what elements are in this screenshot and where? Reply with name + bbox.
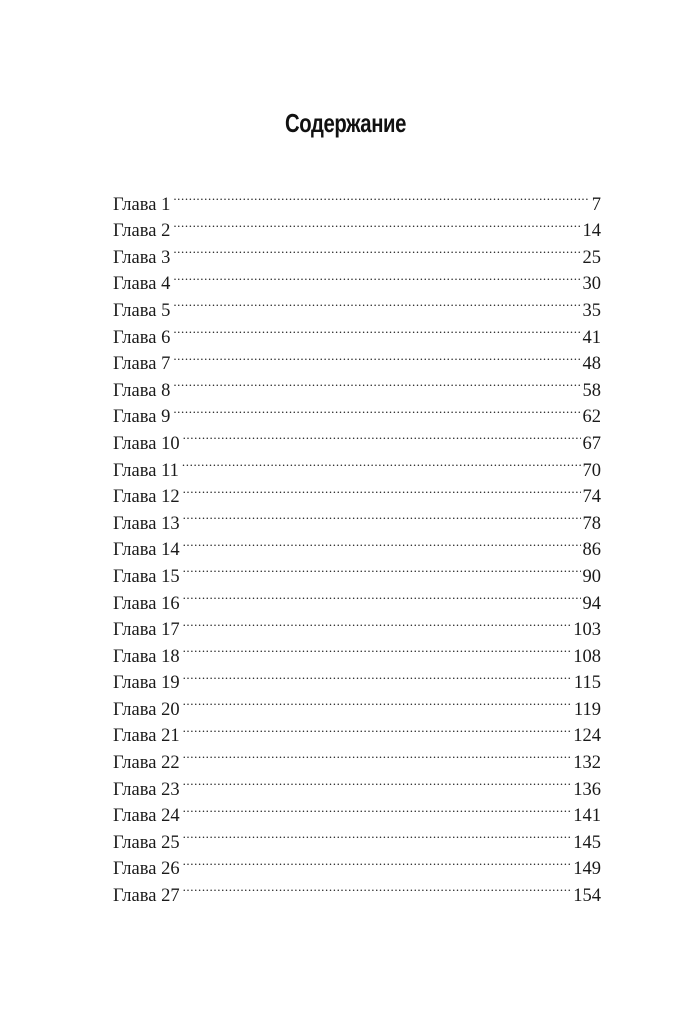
toc-entry[interactable] [113, 795, 601, 827]
toc-entry-label: Глава 27 [113, 886, 180, 907]
toc-entry[interactable] [113, 688, 601, 720]
toc-entry[interactable] [113, 529, 601, 561]
toc-dot-leader [173, 210, 580, 237]
toc-entry-page-number: 136 [573, 779, 601, 800]
toc-entry-label: Глава 12 [113, 487, 180, 508]
toc-dot-leader [173, 343, 580, 370]
toc-entry-page-number: 119 [573, 699, 601, 720]
toc-dot-leader [173, 183, 589, 210]
toc-entry-page-number: 70 [582, 460, 601, 481]
toc-entry-label: Глава 23 [113, 779, 180, 800]
toc-entry-page-number: 108 [573, 646, 601, 667]
toc-entry[interactable] [113, 555, 601, 587]
toc-dot-leader [183, 715, 572, 742]
toc-entry-page-number: 90 [582, 566, 601, 587]
toc-dot-leader [183, 555, 581, 582]
toc-entry[interactable] [113, 476, 601, 508]
toc-entry-label: Глава 10 [113, 433, 180, 454]
toc-dot-leader [183, 529, 581, 556]
toc-entry[interactable] [113, 210, 601, 242]
toc-dot-leader [183, 582, 581, 609]
toc-entry-label: Глава 16 [113, 593, 180, 614]
toc-entry-label: Глава 11 [113, 460, 179, 481]
toc-entry-page-number: 78 [582, 513, 601, 534]
toc-entry-label: Глава 26 [113, 859, 180, 880]
toc-entry-page-number: 67 [582, 433, 601, 454]
toc-entry[interactable] [113, 449, 601, 481]
toc-entry[interactable] [113, 848, 601, 880]
toc-entry[interactable] [113, 289, 601, 321]
toc-entry-page-number: 35 [582, 300, 601, 321]
toc-dot-leader [182, 449, 581, 476]
toc-entry[interactable] [113, 263, 601, 295]
toc-entry-page-number: 103 [573, 620, 601, 641]
toc-dot-leader [173, 316, 580, 343]
toc-entry-page-number: 48 [582, 354, 601, 375]
toc-dot-leader [183, 609, 572, 636]
toc-dot-leader [173, 396, 580, 423]
toc-entry-label: Глава 3 [113, 247, 171, 268]
toc-entry-label: Глава 20 [113, 699, 180, 720]
toc-dot-leader [173, 263, 580, 290]
table-of-contents [113, 183, 601, 907]
toc-dot-leader [183, 768, 572, 795]
toc-entry[interactable] [113, 582, 601, 614]
toc-entry-page-number: 30 [582, 274, 601, 295]
toc-entry[interactable] [113, 396, 601, 428]
toc-entry[interactable] [113, 741, 601, 774]
toc-entry[interactable] [113, 502, 601, 534]
toc-dot-leader [173, 369, 580, 396]
toc-entry[interactable] [113, 874, 601, 907]
toc-entry-label: Глава 18 [113, 646, 180, 667]
toc-entry-page-number: 94 [582, 593, 601, 614]
toc-dot-leader [183, 502, 581, 529]
toc-entry[interactable] [113, 768, 601, 800]
toc-dot-leader [173, 236, 580, 263]
toc-entry-label: Глава 15 [113, 566, 180, 587]
toc-entry-label: Глава 4 [113, 274, 171, 295]
toc-entry-label: Глава 8 [113, 380, 171, 401]
toc-entry[interactable] [113, 316, 601, 348]
toc-entry-label: Глава 9 [113, 407, 171, 428]
toc-entry[interactable] [113, 343, 601, 375]
toc-entry-label: Глава 13 [113, 513, 180, 534]
toc-entry-label: Глава 2 [113, 221, 171, 242]
toc-entry-page-number: 154 [573, 886, 601, 907]
toc-dot-leader [183, 476, 581, 503]
toc-entry-page-number: 86 [582, 540, 601, 561]
toc-dot-leader [183, 688, 572, 715]
toc-entry-label: Глава 21 [113, 726, 180, 747]
toc-entry-page-number: 14 [582, 221, 601, 242]
toc-entry-label: Глава 25 [113, 832, 180, 853]
toc-entry-page-number: 25 [582, 247, 601, 268]
toc-entry-label: Глава 7 [113, 354, 171, 375]
toc-dot-leader [183, 741, 572, 768]
toc-entry-page-number: 41 [582, 327, 601, 348]
toc-entry-page-number: 7 [591, 194, 601, 215]
toc-entry[interactable] [113, 183, 601, 215]
toc-entry[interactable] [113, 635, 601, 667]
toc-entry-label: Глава 6 [113, 327, 171, 348]
toc-entry-page-number: 115 [573, 673, 601, 694]
toc-dot-leader [183, 422, 581, 449]
toc-dot-leader [173, 289, 580, 316]
toc-entry-page-number: 62 [582, 407, 601, 428]
toc-entry-label: Глава 14 [113, 540, 180, 561]
toc-dot-leader [183, 635, 572, 662]
toc-entry-label: Глава 1 [113, 194, 171, 215]
toc-entry-label: Глава 24 [113, 806, 180, 827]
toc-dot-leader [183, 848, 572, 875]
toc-entry-page-number: 124 [573, 726, 601, 747]
toc-entry-page-number: 132 [573, 753, 601, 774]
toc-entry[interactable] [113, 609, 601, 641]
toc-entry-page-number: 145 [573, 832, 601, 853]
toc-entry-page-number: 149 [573, 859, 601, 880]
toc-entry[interactable] [113, 662, 601, 694]
page-title: Содержание [284, 108, 407, 138]
toc-entry-page-number: 58 [582, 380, 601, 401]
toc-entry[interactable] [113, 236, 601, 268]
toc-entry-label: Глава 22 [113, 753, 180, 774]
toc-entry[interactable] [113, 422, 601, 454]
toc-dot-leader [183, 821, 572, 848]
toc-entry[interactable] [113, 715, 601, 747]
toc-dot-leader [183, 795, 572, 822]
toc-entry[interactable] [113, 821, 601, 853]
toc-entry-page-number: 74 [582, 487, 601, 508]
toc-entry[interactable] [113, 369, 601, 401]
toc-dot-leader [183, 662, 572, 689]
toc-entry-label: Глава 17 [113, 620, 180, 641]
toc-entry-page-number: 141 [573, 806, 601, 827]
toc-dot-leader [183, 874, 572, 901]
toc-entry-label: Глава 19 [113, 673, 180, 694]
toc-entry-label: Глава 5 [113, 300, 171, 321]
